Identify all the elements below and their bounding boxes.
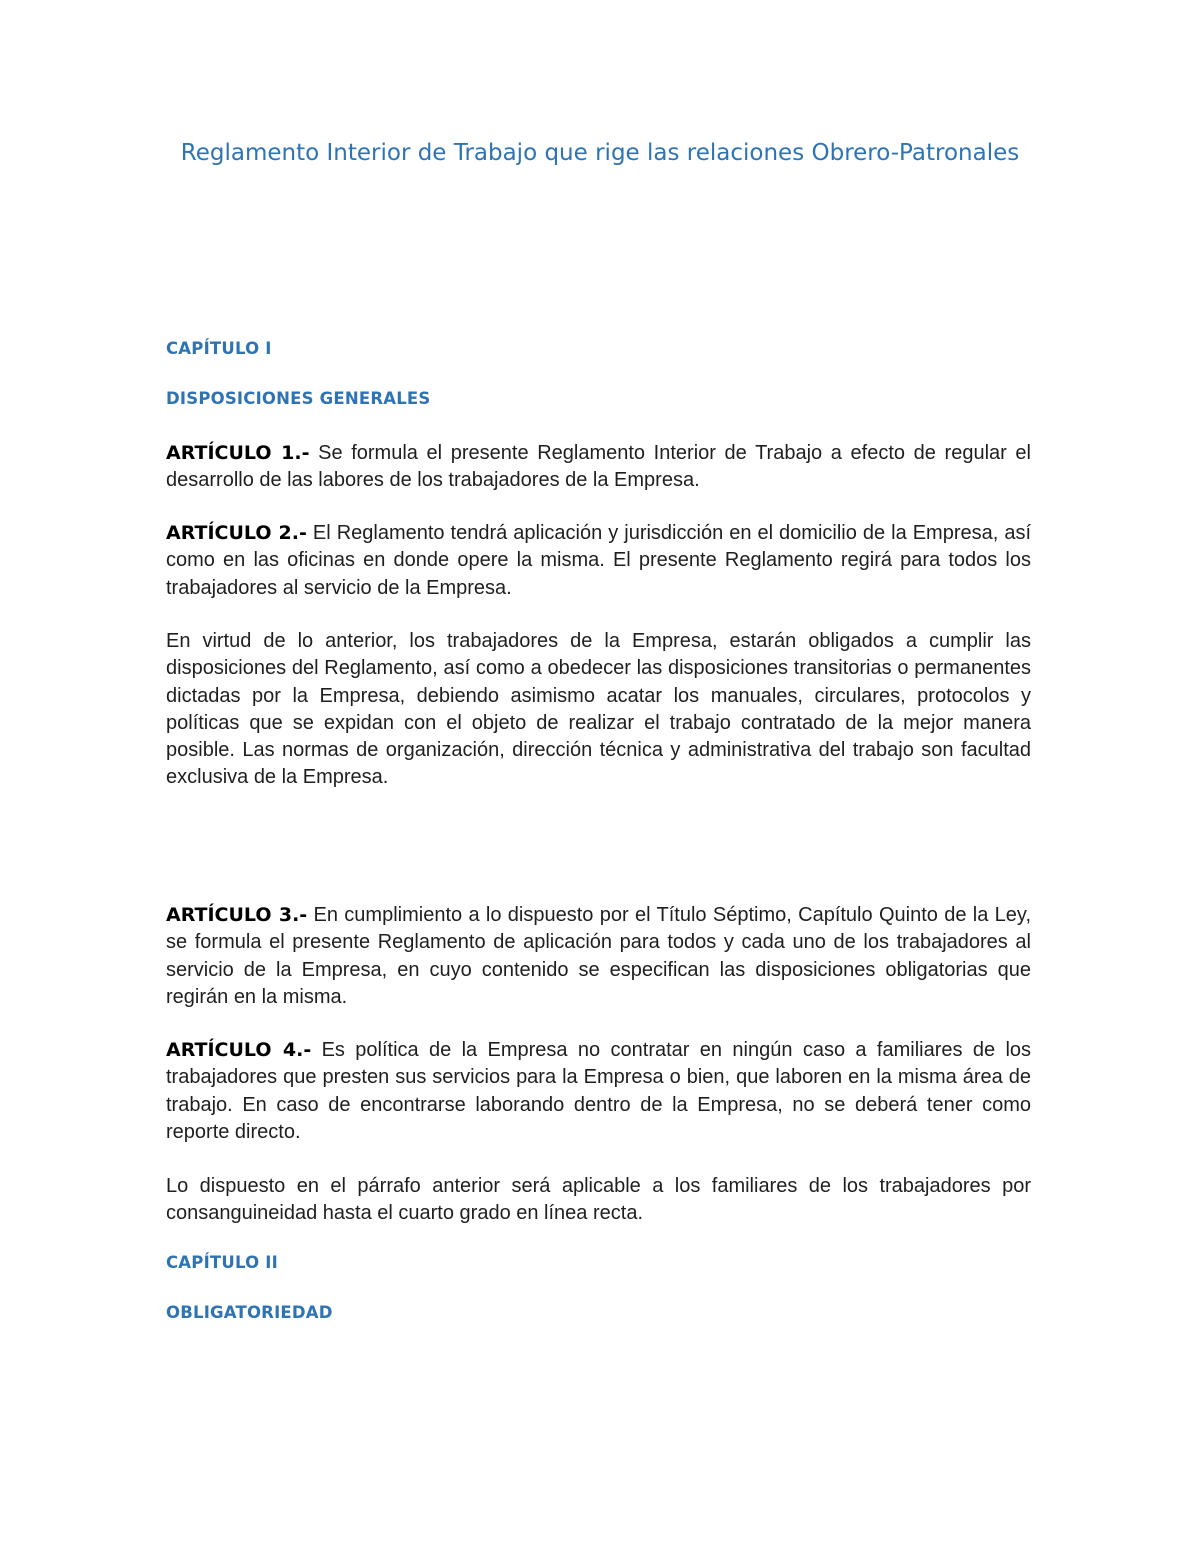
article-4 <box>166 1037 1031 1146</box>
article-2 <box>166 520 1031 602</box>
article-2-text: El Reglamento tendrá aplicación y jurisdicción en el domicilio de la Empresa, así como en las oficinas en donde opere la misma. El presente Reglamento regirá para todos los trabajadores al servicio de la Empresa. <box>166 522 1032 599</box>
article-3-text: En cumplimiento a lo dispuesto por el Título Séptimo, Capítulo Quinto de la Ley, se formula el presente Reglamento de aplicación para todos y cada uno de los trabajadores al servicio de la Empresa, en cuyo contenido se especifican las disposiciones obligatorias que regirán en la misma. <box>166 904 1031 1008</box>
article-3 <box>166 902 1031 1011</box>
chapter-2-heading: CAPÍTULO II <box>166 1253 278 1272</box>
article-1-label: ARTÍCULO 1.- <box>166 442 310 464</box>
article-4-paragraph-2: Lo dispuesto en el párrafo anterior será aplicable a los familiares de los trabajadores por consanguineidad hasta el cuarto grado en línea recta. <box>166 1175 1031 1225</box>
document-title: Reglamento Interior de Trabajo que rige las relaciones Obrero-Patronales <box>180 140 1020 166</box>
chapter-2-subtitle: OBLIGATORIEDAD <box>166 1303 333 1322</box>
article-2-label: ARTÍCULO 2.- <box>166 522 307 544</box>
chapter-1-subtitle: DISPOSICIONES GENERALES <box>166 389 431 408</box>
article-1 <box>166 440 1031 495</box>
article-4-text: Es política de la Empresa no contratar en ningún caso a familiares de los trabajadores que presten sus servicios para la Empresa o bien, que laboren en la misma área de trabajo. En caso de encontrarse laborando dentro de la Empresa, no se deberá tener como reporte directo. <box>166 1039 1032 1143</box>
article-1-text: Se formula el presente Reglamento Interior de Trabajo a efecto de regular el desarrollo de las labores de los trabajadores de la Empresa. <box>166 442 1031 492</box>
article-2-paragraph-2: En virtud de lo anterior, los trabajadores de la Empresa, estarán obligados a cumplir las disposiciones del Reglamento, así como a obedecer las disposiciones transitorias o permanentes dictadas por la Empresa, debiendo asimismo acatar los manuales, circulares, protocolos y políticas que se expidan con el objeto de realizar el trabajo contratado de la mejor manera posible. Las normas de organización, dirección técnica y administrativa del trabajo son facultad exclusiva de la Empresa. <box>166 630 1031 789</box>
article-3-label: ARTÍCULO 3.- <box>166 904 308 926</box>
article-4-label: ARTÍCULO 4.- <box>166 1039 312 1061</box>
chapter-1-heading: CAPÍTULO I <box>166 339 272 358</box>
